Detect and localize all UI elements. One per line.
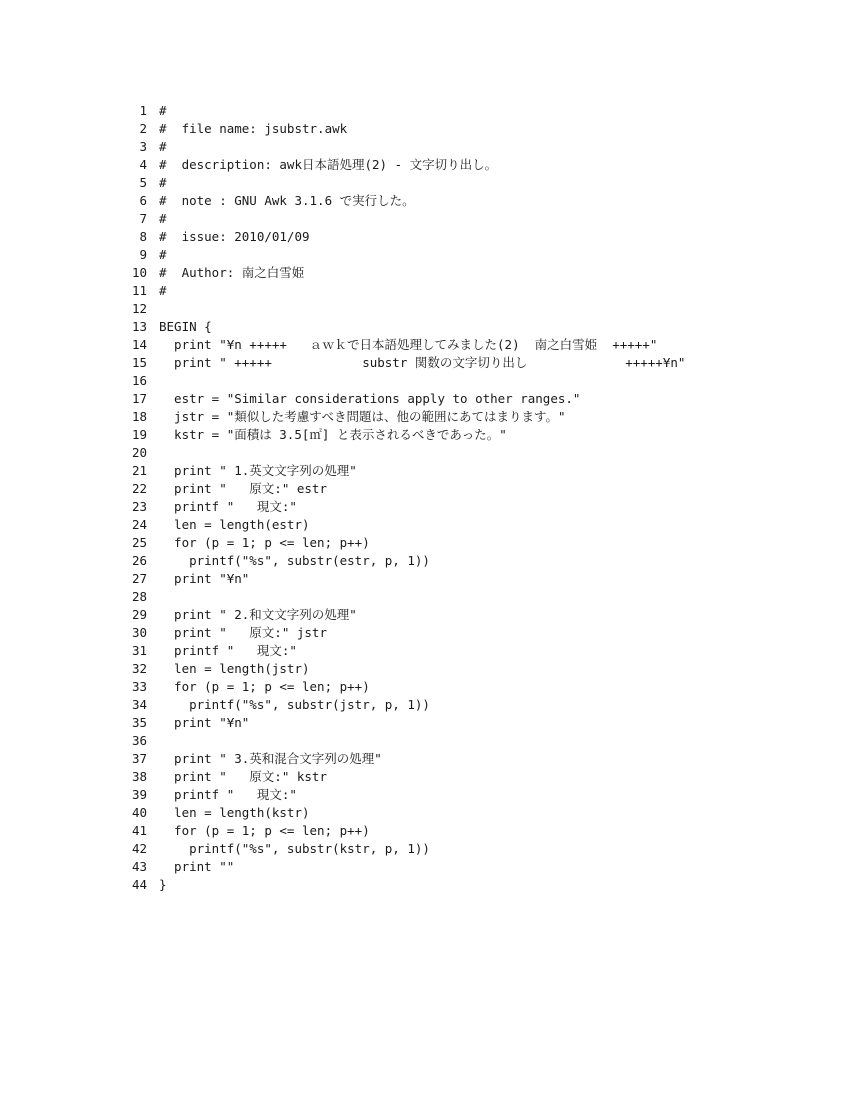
line-number: 7: [139, 211, 147, 226]
line-text: printf("%s", substr(jstr, p, 1)): [159, 697, 430, 712]
code-line: [128, 462, 685, 480]
line-number: 40: [131, 805, 147, 820]
line-text: print " 2.和文文字列の処理": [159, 607, 357, 622]
line-number: 34: [131, 697, 147, 712]
line-number: 25: [131, 535, 147, 550]
code-line: [128, 372, 685, 390]
line-number: 6: [139, 193, 147, 208]
code-line: [128, 138, 685, 156]
line-text: print " 原文:" jstr: [159, 625, 327, 640]
line-text: print " 原文:" kstr: [159, 769, 327, 784]
line-number: 13: [131, 319, 147, 334]
line-number: 1: [139, 103, 147, 118]
code-line: [128, 102, 685, 120]
line-text: jstr = "類似した考慮すべき問題は、他の範囲にあてはまります。": [159, 409, 566, 424]
line-text: print "¥n": [159, 715, 250, 730]
code-line: [128, 858, 685, 876]
code-line: [128, 480, 685, 498]
line-text: }: [159, 877, 167, 892]
line-text: len = length(jstr): [159, 661, 310, 676]
line-number: 42: [131, 841, 147, 856]
line-number: 26: [131, 553, 147, 568]
line-text: print " 3.英和混合文字列の処理": [159, 751, 382, 766]
code-line: [128, 840, 685, 858]
line-text: for (p = 1; p <= len; p++): [159, 679, 370, 694]
line-number: 20: [131, 445, 147, 460]
line-number: 23: [131, 499, 147, 514]
line-text: estr = "Similar considerations apply to other ranges.": [159, 391, 581, 406]
code-line: [128, 732, 685, 750]
line-number: 33: [131, 679, 147, 694]
line-text: printf("%s", substr(kstr, p, 1)): [159, 841, 430, 856]
code-line: [128, 300, 685, 318]
line-text: print " +++++ substr 関数の文字切り出し +++++¥n": [159, 355, 686, 370]
line-text: # file name: jsubstr.awk: [159, 121, 348, 136]
code-line: [128, 210, 685, 228]
line-number: 35: [131, 715, 147, 730]
line-text: print " 原文:" estr: [159, 481, 327, 496]
line-number: 2: [139, 121, 147, 136]
code-line: [128, 714, 685, 732]
line-number: 36: [131, 733, 147, 748]
line-number: 27: [131, 571, 147, 586]
code-line: [128, 642, 685, 660]
line-text: print "¥n": [159, 571, 250, 586]
line-number: 30: [131, 625, 147, 640]
line-text: #: [159, 283, 167, 298]
line-text: # note : GNU Awk 3.1.6 で実行した。: [159, 193, 415, 208]
line-number: 44: [131, 877, 147, 892]
line-number: 8: [139, 229, 147, 244]
code-line: [128, 606, 685, 624]
code-line: [128, 786, 685, 804]
code-line: [128, 120, 685, 138]
line-number: 4: [139, 157, 147, 172]
line-text: print "": [159, 859, 235, 874]
line-text: len = length(kstr): [159, 805, 310, 820]
line-number: 38: [131, 769, 147, 784]
line-number: 11: [131, 283, 147, 298]
line-number: 43: [131, 859, 147, 874]
line-text: print " 1.英文文字列の処理": [159, 463, 357, 478]
code-line: [128, 498, 685, 516]
code-line: [128, 246, 685, 264]
code-line: [128, 192, 685, 210]
line-number: 5: [139, 175, 147, 190]
code-line: [128, 552, 685, 570]
code-line: [128, 570, 685, 588]
code-line: [128, 588, 685, 606]
line-number: 16: [131, 373, 147, 388]
line-text: print "¥n +++++ ａｗｋで日本語処理してみました(2) 南之白雪姫 +++++": [159, 337, 658, 352]
code-line: [128, 174, 685, 192]
code-line: [128, 264, 685, 282]
line-number: 17: [131, 391, 147, 406]
line-number: 37: [131, 751, 147, 766]
line-number: 39: [131, 787, 147, 802]
code-line: [128, 354, 685, 372]
code-line: [128, 408, 685, 426]
line-number: 21: [131, 463, 147, 478]
line-text: kstr = "面積は 3.5[㎡] と表示されるべきであった。": [159, 427, 507, 442]
line-number: 15: [131, 355, 147, 370]
line-number: 29: [131, 607, 147, 622]
code-line: [128, 516, 685, 534]
line-text: # issue: 2010/01/09: [159, 229, 310, 244]
code-line: [128, 390, 685, 408]
line-number: 22: [131, 481, 147, 496]
line-number: 31: [131, 643, 147, 658]
code-line: [128, 426, 685, 444]
line-text: printf("%s", substr(estr, p, 1)): [159, 553, 430, 568]
code-line: [128, 696, 685, 714]
line-text: printf " 現文:": [159, 787, 297, 802]
line-text: printf " 現文:": [159, 643, 297, 658]
code-line: [128, 318, 685, 336]
line-number: 41: [131, 823, 147, 838]
line-text: # Author: 南之白雪姫: [159, 265, 305, 280]
line-text: #: [159, 211, 167, 226]
line-text: #: [159, 139, 167, 154]
line-number: 32: [131, 661, 147, 676]
code-line: [128, 336, 685, 354]
line-text: # description: awk日本語処理(2) - 文字切り出し。: [159, 157, 498, 172]
line-text: #: [159, 175, 167, 190]
code-line: [128, 228, 685, 246]
code-line: [128, 624, 685, 642]
code-line: [128, 534, 685, 552]
line-text: #: [159, 247, 167, 262]
code-line: [128, 768, 685, 786]
line-text: #: [159, 103, 167, 118]
line-number: 10: [131, 265, 147, 280]
code-line: [128, 282, 685, 300]
line-number: 18: [131, 409, 147, 424]
code-line: [128, 822, 685, 840]
code-line: [128, 804, 685, 822]
line-text: BEGIN {: [159, 319, 212, 334]
code-listing: [128, 102, 685, 894]
line-number: 24: [131, 517, 147, 532]
code-line: [128, 444, 685, 462]
line-number: 9: [139, 247, 147, 262]
line-number: 19: [131, 427, 147, 442]
line-text: len = length(estr): [159, 517, 310, 532]
line-text: for (p = 1; p <= len; p++): [159, 823, 370, 838]
line-number: 3: [139, 139, 147, 154]
line-number: 14: [131, 337, 147, 352]
line-text: printf " 現文:": [159, 499, 297, 514]
code-line: [128, 678, 685, 696]
code-line: [128, 156, 685, 174]
line-number: 12: [131, 301, 147, 316]
line-text: for (p = 1; p <= len; p++): [159, 535, 370, 550]
code-line: [128, 660, 685, 678]
line-number: 28: [131, 589, 147, 604]
code-line: [128, 876, 685, 894]
code-line: [128, 750, 685, 768]
